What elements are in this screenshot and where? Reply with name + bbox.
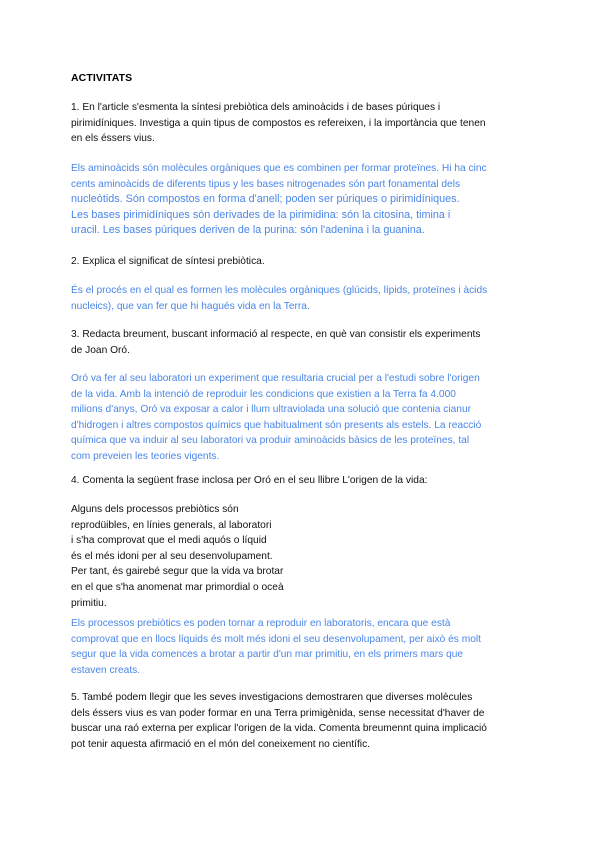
quote-line: és el més idoni per al seu desenvolupament. (71, 550, 273, 562)
question-3-line: 3. Redacta breument, buscant informació al respecte, en què van consistir els experiments (71, 329, 481, 340)
quote-line: Per tant, és gairebé segur que la vida va brotar (71, 566, 284, 578)
answer-1-line: Els aminoàcids són molècules orgàniques que es combinen per formar proteïnes. Hi ha cinc (71, 163, 487, 174)
answer-3-line: d'hidrogen i altres compostos químics que habitualment són presents als estels. La reacció (71, 419, 482, 431)
page-title: ACTIVITATS (71, 72, 133, 84)
quote-line: primitiu. (71, 597, 107, 609)
question-1 (71, 100, 531, 147)
answer-3-line: milions d'anys, Oró va exposar a calor i llum ultraviolada una solució que contenia cianur (71, 404, 472, 416)
answer-1-line: uracil. Les bases púriques deriven de la purina: són l'adenina i la guanina. (71, 224, 425, 236)
answer-3-line: química que va induir al seu laboratori va produir aminoàcids bàsics de les proteïnes, tal (71, 435, 470, 447)
answer-2 (71, 283, 531, 314)
answer-3 (71, 371, 531, 465)
quote-line: i s'ha comprovat que el medi aquós o líquid (71, 535, 267, 547)
answer-4-line: estaven creats. (71, 664, 141, 676)
question-5-line: 5. També podem llegir que les seves investigacions demostraren que diverses molècules (71, 692, 473, 703)
question-4 (71, 473, 531, 489)
question-1-line: pirimidíniques. Investiga a quin tipus de compostos es refereixen, i la importància que tenen (71, 117, 486, 129)
question-4-line: 4. Comenta la següent frase inclosa per Oró en el seu llibre L'origen de la vida: (71, 475, 428, 486)
answer-4-line: Els processos prebiòtics es poden tornar a reproduir en laboratoris, encara que està (71, 618, 451, 629)
question-5-line: pot tenir aquesta afirmació en el món del coneixement no científic. (71, 738, 370, 750)
answer-1-line: nucleòtids. Són compostos en forma d'anell; poden ser púriques o pirimidíniques. (71, 193, 460, 205)
question-5-line: buscar una raó externa per explicar l'origen de la vida. Comenta breumennt quina implicació (71, 723, 487, 735)
answer-2-line: És el procés en el qual es formen les molècules orgàniques (glúcids, lípids, proteïnes i àcids (71, 285, 488, 296)
quote-line: reprodüibles, en línies generals, al laboratori (71, 519, 272, 531)
question-2 (71, 254, 531, 270)
question-3 (71, 327, 531, 358)
answer-1 (71, 161, 531, 239)
answer-1-line: Les bases pirimidíniques són derivades de la pirimidina: són la citosina, timina i (71, 208, 451, 221)
answer-3-line: de la vida. Amb la intenció de reproduir les condicions que existien a la Terra fa 4.000 (71, 388, 456, 400)
question-1-line: 1. En l'article s'esmenta la síntesi prebiòtica dels aminoàcids i de bases púriques i (71, 102, 441, 113)
question-3-line: de Joan Oró. (71, 344, 130, 356)
oro-quote (71, 502, 531, 611)
answer-3-line: Oró va fer al seu laboratori un experiment que resultaria crucial per a l'estudi sobre l'origen (71, 373, 480, 384)
question-2-line: 2. Explica el significat de síntesi prebiòtica. (71, 256, 265, 267)
answer-1-line: cents aminoàcids de diferents tipus y les bases nitrogenades són part fonamental dels (71, 178, 461, 190)
question-5-line: dels éssers vius es van poder formar en una Terra primigènida, sense necessitat d'haver de (71, 707, 485, 719)
quote-line: Alguns dels processos prebiòtics són (71, 504, 239, 515)
answer-4-line: comprovat que en llocs líquids és molt més idoni el seu desenvolupament, per això és molt (71, 633, 481, 645)
question-1-line: en els éssers vius. (71, 133, 155, 145)
quote-line: en el que s'ha anomenat mar primordial o oceà (71, 581, 284, 593)
answer-2-line: nucleics), que van fer que hi hagués vida en la Terra. (71, 300, 310, 312)
question-5 (71, 690, 531, 752)
answer-4-line: segur que la vida comences a brotar a partir d'un mar primitiu, en els primers mars que (71, 649, 464, 661)
answer-4 (71, 616, 531, 678)
answer-3-line: com preveien les teories vigents. (71, 450, 220, 462)
